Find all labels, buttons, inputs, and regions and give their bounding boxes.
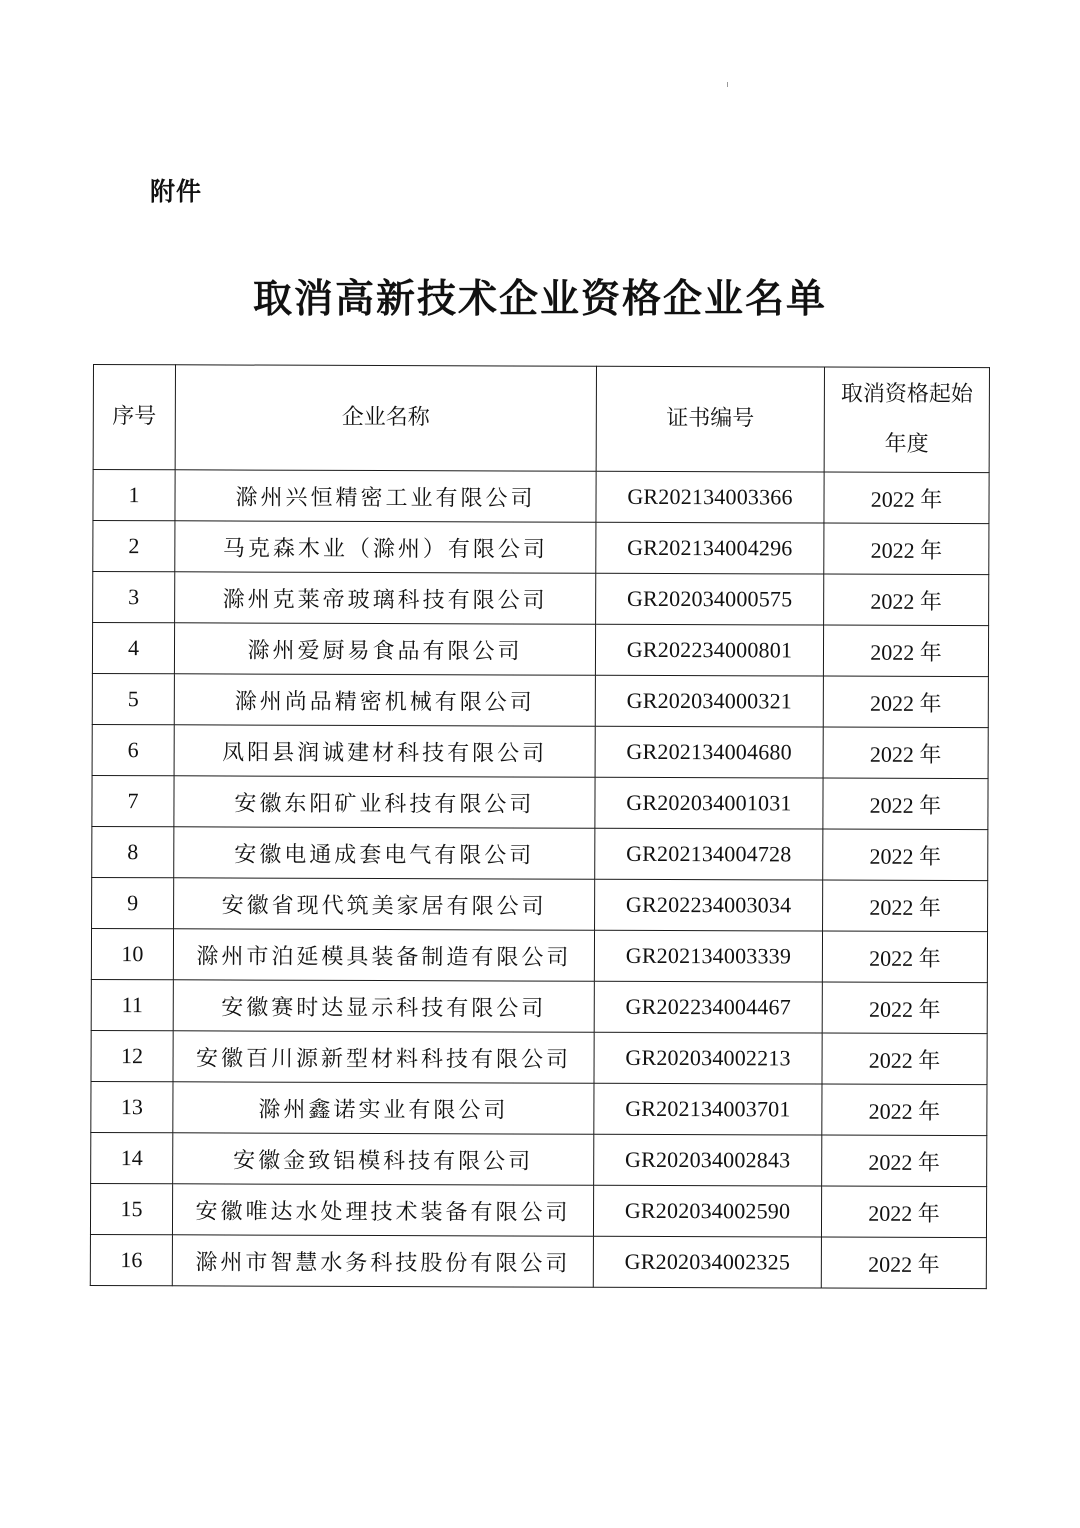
cell-cancel-year: 2022 年 [821, 1186, 986, 1238]
cell-company-name: 安徽东阳矿业科技有限公司 [174, 776, 595, 828]
cell-seq: 12 [91, 1030, 173, 1081]
cell-cancel-year: 2022 年 [823, 625, 988, 677]
cell-company-name: 安徽赛时达显示科技有限公司 [173, 980, 594, 1032]
cell-cancel-year: 2022 年 [824, 523, 989, 575]
cell-certificate-number: GR202134003339 [594, 930, 822, 982]
cell-cancel-year: 2022 年 [823, 829, 988, 881]
cell-seq: 4 [92, 623, 174, 674]
cell-company-name: 马克森木业（滁州）有限公司 [175, 521, 596, 573]
cell-cancel-year: 2022 年 [823, 778, 988, 830]
cell-certificate-number: GR202034002325 [593, 1236, 821, 1288]
table-row [90, 1183, 986, 1237]
table-header-row [93, 365, 989, 473]
table-row [92, 724, 988, 778]
header-cancel-year-line2: 年度 [884, 431, 929, 457]
cell-company-name: 滁州尚品精密机械有限公司 [174, 674, 595, 726]
header-cancel-year-line1: 取消资格起始 [840, 381, 973, 408]
table-row [91, 1081, 987, 1135]
cell-seq: 9 [92, 877, 174, 928]
header-cancel-year [824, 367, 989, 473]
cell-certificate-number: GR202034000575 [596, 573, 824, 625]
table-body [90, 470, 989, 1289]
cell-seq: 8 [92, 826, 174, 877]
cell-seq: 10 [91, 928, 173, 979]
header-company: 企业名称 [175, 365, 596, 471]
cell-cancel-year: 2022 年 [822, 931, 987, 983]
cell-seq: 11 [91, 979, 173, 1030]
cell-seq: 6 [92, 724, 174, 775]
table-row [91, 1132, 987, 1186]
cell-certificate-number: GR202134004680 [595, 726, 823, 778]
cell-company-name: 安徽金致铝模科技有限公司 [173, 1133, 594, 1185]
cell-company-name: 滁州爱厨易食品有限公司 [174, 623, 595, 675]
cell-seq: 3 [93, 572, 175, 623]
revoked-enterprise-table [90, 364, 990, 1289]
cell-seq: 1 [93, 470, 175, 521]
table-row [92, 775, 988, 829]
scan-speck [727, 82, 728, 87]
cell-company-name: 滁州市泊延模具装备制造有限公司 [173, 929, 594, 981]
cell-company-name: 安徽省现代筑美家居有限公司 [174, 878, 595, 930]
cell-certificate-number: GR202134003366 [596, 471, 824, 523]
table-row [91, 979, 987, 1033]
table-row [92, 877, 988, 931]
cell-company-name: 安徽百川源新型材料科技有限公司 [173, 1031, 594, 1083]
cell-certificate-number: GR202234004467 [594, 981, 822, 1033]
table-row [91, 928, 987, 982]
cell-company-name: 安徽唯达水处理技术装备有限公司 [172, 1184, 593, 1236]
cell-certificate-number: GR202234003034 [595, 879, 823, 931]
cell-cancel-year: 2022 年 [822, 1135, 987, 1187]
table-row [92, 673, 988, 727]
cell-cancel-year: 2022 年 [822, 1084, 987, 1136]
cell-company-name: 滁州鑫诺实业有限公司 [173, 1082, 594, 1134]
cell-cancel-year: 2022 年 [822, 982, 987, 1034]
cell-seq: 15 [90, 1183, 172, 1234]
header-certificate: 证书编号 [596, 366, 824, 472]
cell-certificate-number: GR202134003701 [594, 1083, 822, 1135]
cell-cancel-year: 2022 年 [823, 676, 988, 728]
cell-certificate-number: GR202034002213 [594, 1032, 822, 1084]
cell-certificate-number: GR202134004728 [595, 828, 823, 880]
cell-certificate-number: GR202034000321 [595, 675, 823, 727]
cell-seq: 16 [90, 1234, 172, 1285]
table-row [91, 1030, 987, 1084]
cell-company-name: 安徽电通成套电气有限公司 [174, 827, 595, 879]
table-row [93, 521, 989, 575]
cell-cancel-year: 2022 年 [824, 574, 989, 626]
cell-cancel-year: 2022 年 [823, 727, 988, 779]
table-row [93, 470, 989, 524]
cell-certificate-number: GR202234000801 [595, 624, 823, 676]
table-row [92, 826, 988, 880]
cell-company-name: 滁州克莱帝玻璃科技有限公司 [175, 572, 596, 624]
table-row [92, 623, 988, 677]
table-row [93, 572, 989, 626]
cell-certificate-number: GR202034002843 [594, 1134, 822, 1186]
cell-seq: 7 [92, 775, 174, 826]
cell-certificate-number: GR202134004296 [596, 522, 824, 574]
cell-company-name: 滁州兴恒精密工业有限公司 [175, 470, 596, 522]
cell-company-name: 滁州市智慧水务科技股份有限公司 [172, 1235, 593, 1287]
cell-cancel-year: 2022 年 [823, 880, 988, 932]
table-row [90, 1234, 986, 1288]
cell-cancel-year: 2022 年 [824, 472, 989, 524]
header-seq: 序号 [93, 365, 175, 470]
cell-seq: 13 [91, 1081, 173, 1132]
cell-seq: 5 [92, 673, 174, 724]
cell-seq: 2 [93, 521, 175, 572]
cell-company-name: 凤阳县润诚建材科技有限公司 [174, 725, 595, 777]
cell-certificate-number: GR202034001031 [595, 777, 823, 829]
attachment-label: 附件 [150, 177, 203, 206]
cell-seq: 14 [91, 1132, 173, 1183]
cell-cancel-year: 2022 年 [822, 1033, 987, 1085]
document-title: 取消高新技术企业资格企业名单 [252, 276, 827, 322]
cell-cancel-year: 2022 年 [821, 1237, 986, 1289]
cell-certificate-number: GR202034002590 [593, 1185, 821, 1237]
